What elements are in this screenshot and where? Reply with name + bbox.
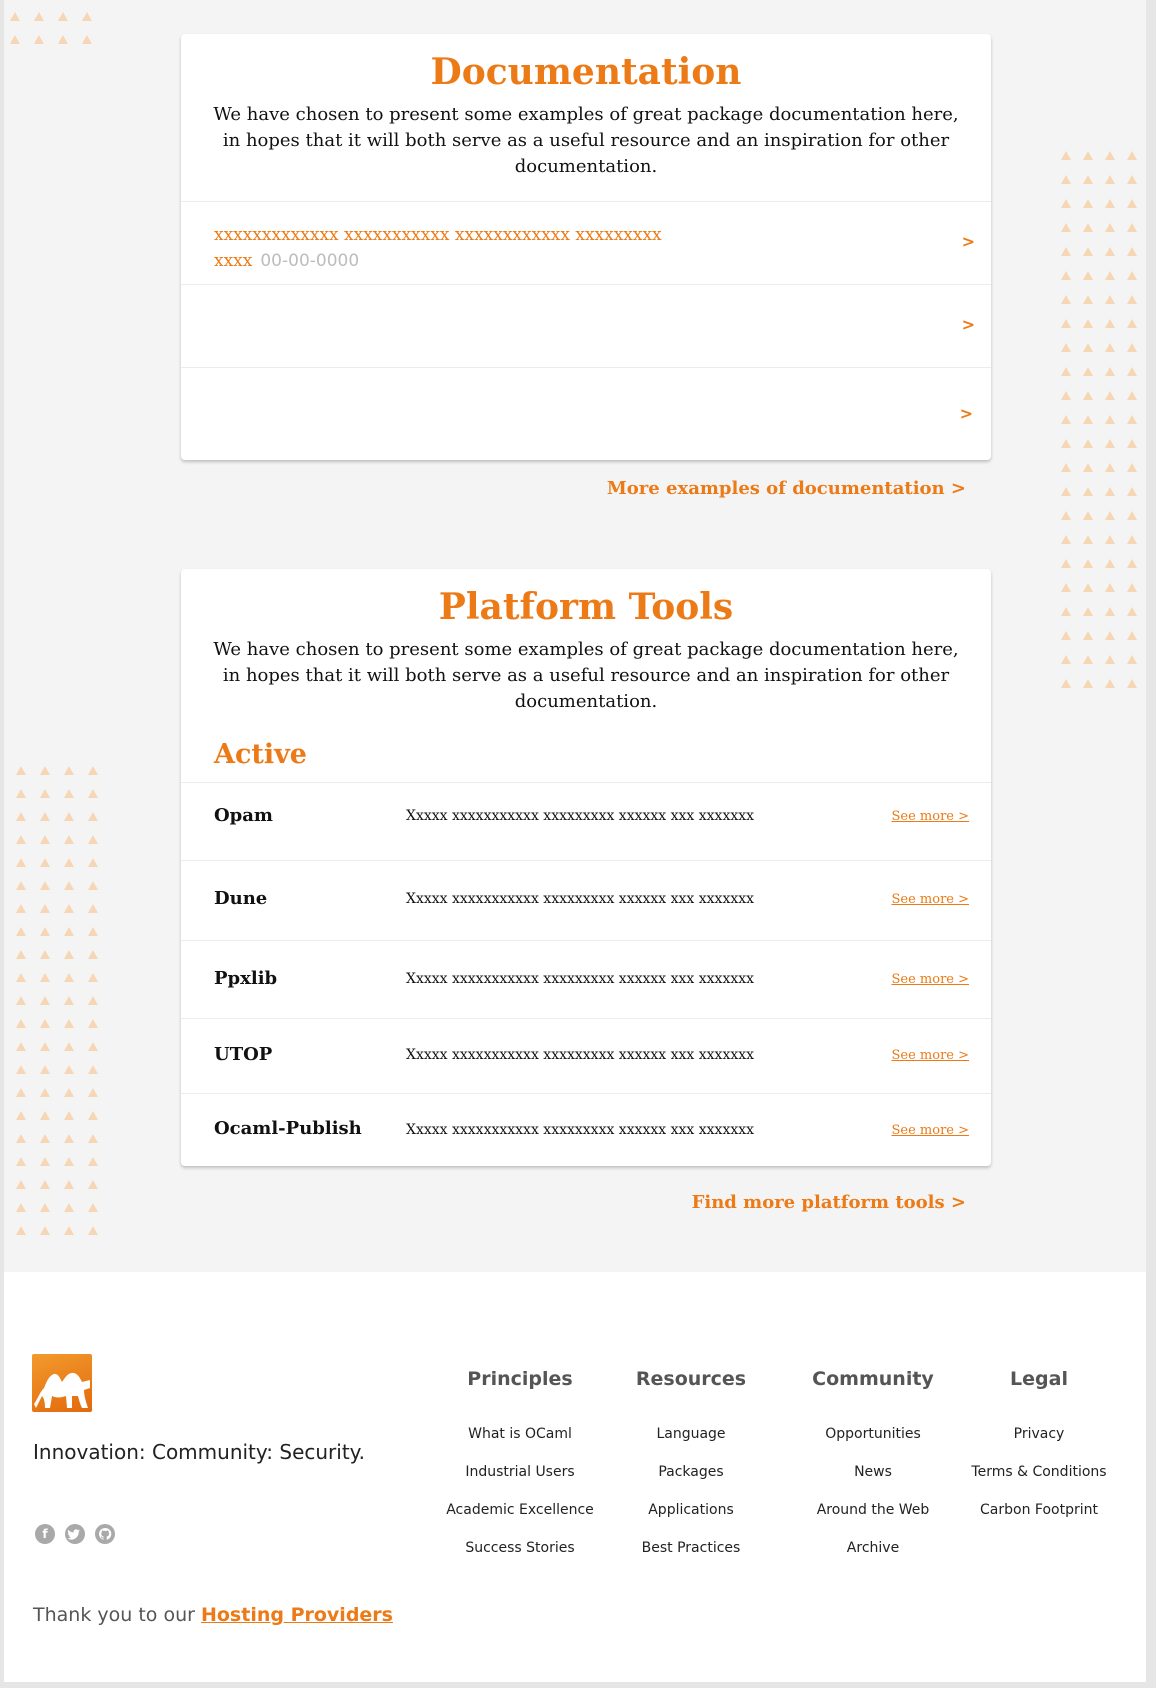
decorative-triangle <box>88 881 98 890</box>
footer-link[interactable]: Opportunities <box>825 1426 921 1442</box>
decorative-triangle <box>40 927 50 936</box>
decorative-triangle <box>1127 487 1137 496</box>
decorative-triangle <box>88 996 98 1005</box>
decorative-triangle <box>64 1226 74 1235</box>
decorative-triangle <box>16 1019 26 1028</box>
tool-description: Xxxxx xxxxxxxxxxx xxxxxxxxx xxxxxx xxx xxxxxxx <box>406 971 755 987</box>
decorative-triangle <box>1105 391 1115 400</box>
decorative-triangle <box>16 858 26 867</box>
decorative-triangle <box>1105 367 1115 376</box>
decorative-triangle <box>1127 463 1137 472</box>
decorative-triangle <box>1061 199 1071 208</box>
decorative-triangle <box>64 1088 74 1097</box>
decorative-triangle <box>1061 631 1071 640</box>
decorative-triangle <box>1127 559 1137 568</box>
decorative-triangle <box>1083 439 1093 448</box>
decorative-triangle <box>88 1203 98 1212</box>
github-icon[interactable] <box>95 1524 115 1544</box>
decorative-triangle <box>88 1157 98 1166</box>
decorative-triangle <box>16 1180 26 1189</box>
see-more-link[interactable]: See more > <box>891 892 969 907</box>
footer-column-principles <box>430 1368 610 1576</box>
decorative-triangle <box>1061 559 1071 568</box>
decorative-triangle <box>1061 223 1071 232</box>
decorative-triangle <box>1105 319 1115 328</box>
camel-icon <box>32 1354 92 1412</box>
footer <box>4 1272 1146 1682</box>
decorative-triangle <box>34 12 44 21</box>
documentation-item-date: 00-00-0000 <box>260 251 360 271</box>
decorative-triangle <box>16 766 26 775</box>
platform-tools-description: We have chosen to present some examples of great package documentation here, in hopes that it will both serve as a useful resource and an inspiration for other documentation. <box>213 639 959 712</box>
tool-name: Ppxlib <box>214 968 278 989</box>
footer-tagline: Innovation: Community: Security. <box>33 1440 366 1464</box>
decorative-triangle <box>1105 487 1115 496</box>
decorative-triangle <box>1127 679 1137 688</box>
decorative-triangle <box>1061 391 1071 400</box>
footer-link[interactable]: Best Practices <box>641 1540 741 1556</box>
documentation-title: Documentation <box>430 51 742 93</box>
more-documentation-link[interactable]: More examples of documentation > <box>606 478 966 499</box>
footer-column-legal <box>959 1368 1119 1538</box>
tool-row <box>181 940 991 1019</box>
decorative-triangle <box>1105 439 1115 448</box>
footer-column-title: Principles <box>467 1368 573 1390</box>
decorative-triangle <box>64 881 74 890</box>
decorative-triangle <box>88 1134 98 1143</box>
decorative-triangle <box>1105 607 1115 616</box>
decorative-triangle <box>64 973 74 982</box>
decorative-triangle <box>16 812 26 821</box>
decorative-triangle <box>1061 151 1071 160</box>
tool-description: Xxxxx xxxxxxxxxxx xxxxxxxxx xxxxxx xxx xxxxxxx <box>406 808 755 824</box>
more-platform-tools-link[interactable]: Find more platform tools > <box>691 1192 966 1213</box>
decorative-triangle <box>64 950 74 959</box>
see-more-link[interactable]: See more > <box>891 1123 969 1138</box>
platform-tools-card <box>181 569 991 1166</box>
decorative-triangle <box>82 12 92 21</box>
decorative-triangle <box>40 789 50 798</box>
footer-link[interactable]: Applications <box>648 1502 734 1518</box>
decorative-triangle <box>1105 271 1115 280</box>
decorative-triangle <box>1105 295 1115 304</box>
decorative-triangle <box>1127 583 1137 592</box>
decorative-triangle <box>1083 679 1093 688</box>
footer-link[interactable]: News <box>854 1464 892 1480</box>
decorative-triangle <box>1061 247 1071 256</box>
decorative-triangle <box>16 789 26 798</box>
decorative-triangle <box>16 950 26 959</box>
decorative-triangle <box>88 858 98 867</box>
decorative-triangle <box>64 1042 74 1051</box>
decorative-triangle <box>16 881 26 890</box>
decorative-triangle <box>58 12 68 21</box>
decorative-triangles-top-left <box>10 12 106 44</box>
decorative-triangle <box>1083 223 1093 232</box>
decorative-triangle <box>1061 655 1071 664</box>
decorative-triangle <box>1061 367 1071 376</box>
decorative-triangle <box>34 35 44 44</box>
hosting-providers-link[interactable]: Hosting Providers <box>200 1604 393 1626</box>
facebook-icon[interactable]: f <box>35 1524 55 1544</box>
decorative-triangle <box>64 1111 74 1120</box>
documentation-card <box>181 34 991 460</box>
decorative-triangle <box>1083 607 1093 616</box>
decorative-triangle <box>1083 511 1093 520</box>
decorative-triangle <box>64 1157 74 1166</box>
decorative-triangle <box>1061 535 1071 544</box>
see-more-link[interactable]: See more > <box>891 1048 969 1063</box>
documentation-description: We have chosen to present some examples of great package documentation here, in hopes that it will both serve as a useful resource and an inspiration for other documentation. <box>213 104 959 177</box>
hosting-thanks-text: Thank you to our <box>33 1604 195 1626</box>
decorative-triangle <box>1127 199 1137 208</box>
decorative-triangle <box>64 789 74 798</box>
footer-column-resources <box>616 1368 766 1576</box>
decorative-triangle <box>88 904 98 913</box>
decorative-triangle <box>16 1065 26 1074</box>
decorative-triangle <box>1105 151 1115 160</box>
decorative-triangle <box>40 1088 50 1097</box>
decorative-triangle <box>1127 223 1137 232</box>
chevron-right-icon[interactable]: > <box>961 315 975 334</box>
decorative-triangle <box>40 973 50 982</box>
decorative-triangle <box>40 881 50 890</box>
decorative-triangle <box>16 973 26 982</box>
tool-name: UTOP <box>214 1044 273 1065</box>
decorative-triangle <box>16 996 26 1005</box>
decorative-triangle <box>1083 343 1093 352</box>
decorative-triangle <box>88 973 98 982</box>
decorative-triangle <box>1105 199 1115 208</box>
decorative-triangle <box>1105 511 1115 520</box>
decorative-triangle <box>1083 295 1093 304</box>
decorative-triangle <box>1083 247 1093 256</box>
decorative-triangle <box>64 1203 74 1212</box>
decorative-triangle <box>88 1088 98 1097</box>
decorative-triangle <box>88 1065 98 1074</box>
decorative-triangle <box>1061 511 1071 520</box>
decorative-triangles-left <box>16 766 112 1235</box>
footer-column-title: Resources <box>635 1368 747 1390</box>
tool-row <box>181 860 991 941</box>
decorative-triangle <box>1127 343 1137 352</box>
decorative-triangle <box>88 927 98 936</box>
decorative-triangle <box>64 1180 74 1189</box>
decorative-triangle <box>1083 175 1093 184</box>
decorative-triangle <box>1127 175 1137 184</box>
decorative-triangle <box>1061 679 1071 688</box>
hosting-thanks <box>33 1604 393 1626</box>
documentation-item[interactable] <box>181 367 991 460</box>
decorative-triangle <box>88 1019 98 1028</box>
decorative-triangle <box>1127 655 1137 664</box>
tool-row <box>181 1018 991 1094</box>
decorative-triangle <box>1083 319 1093 328</box>
decorative-triangle <box>1105 247 1115 256</box>
decorative-triangle <box>16 1226 26 1235</box>
decorative-triangle <box>1061 343 1071 352</box>
decorative-triangle <box>88 789 98 798</box>
decorative-triangle <box>1061 439 1071 448</box>
decorative-triangle <box>40 1111 50 1120</box>
footer-column-title: Community <box>812 1368 934 1390</box>
footer-column-community <box>788 1368 958 1576</box>
decorative-triangle <box>40 1019 50 1028</box>
decorative-triangle <box>1083 463 1093 472</box>
page <box>4 0 1146 1682</box>
see-more-link[interactable]: See more > <box>891 809 969 824</box>
decorative-triangle <box>16 1134 26 1143</box>
platform-tools-title: Platform Tools <box>438 586 734 628</box>
decorative-triangle <box>1083 151 1093 160</box>
decorative-triangle <box>1127 511 1137 520</box>
decorative-triangle <box>58 35 68 44</box>
decorative-triangle <box>40 1134 50 1143</box>
decorative-triangle <box>1083 391 1093 400</box>
decorative-triangle <box>64 812 74 821</box>
decorative-triangle <box>1083 367 1093 376</box>
tool-name: Dune <box>214 888 268 909</box>
decorative-triangle <box>88 766 98 775</box>
decorative-triangle <box>16 1157 26 1166</box>
decorative-triangle <box>1105 415 1115 424</box>
decorative-triangle <box>88 950 98 959</box>
tool-row <box>181 1093 991 1167</box>
footer-link[interactable]: Success Stories <box>465 1540 575 1556</box>
decorative-triangle <box>16 904 26 913</box>
decorative-triangle <box>1083 655 1093 664</box>
decorative-triangle <box>88 835 98 844</box>
decorative-triangle <box>64 1134 74 1143</box>
decorative-triangle <box>1061 415 1071 424</box>
documentation-item[interactable] <box>181 201 991 284</box>
decorative-triangle <box>1105 631 1115 640</box>
decorative-triangle <box>40 835 50 844</box>
chevron-right-icon[interactable]: > <box>959 404 973 423</box>
decorative-triangle <box>1127 247 1137 256</box>
twitter-icon[interactable] <box>65 1524 85 1544</box>
decorative-triangle <box>1083 271 1093 280</box>
tool-description: Xxxxx xxxxxxxxxxx xxxxxxxxx xxxxxx xxx xxxxxxx <box>406 891 755 907</box>
footer-link[interactable]: Privacy <box>1013 1426 1065 1442</box>
decorative-triangle <box>1127 271 1137 280</box>
decorative-triangle <box>16 835 26 844</box>
decorative-triangle <box>40 812 50 821</box>
documentation-item-title[interactable]: xxxxxxxxxxxxx xxxxxxxxxxx xxxxxxxxxxxx xxxxxxxxx xxxx <box>214 225 662 271</box>
footer-link[interactable]: Academic Excellence <box>446 1502 594 1518</box>
decorative-triangle <box>1127 367 1137 376</box>
footer-link[interactable]: Language <box>656 1426 726 1442</box>
decorative-triangle <box>1105 559 1115 568</box>
decorative-triangle <box>1105 535 1115 544</box>
decorative-triangle <box>64 1065 74 1074</box>
decorative-triangle <box>16 1088 26 1097</box>
decorative-triangle <box>1105 463 1115 472</box>
documentation-item[interactable] <box>181 284 991 367</box>
decorative-triangle <box>1083 583 1093 592</box>
footer-link[interactable]: What is OCaml <box>468 1426 572 1442</box>
decorative-triangle <box>64 996 74 1005</box>
decorative-triangle <box>88 1226 98 1235</box>
documentation-item-link[interactable] <box>214 222 674 274</box>
decorative-triangle <box>64 858 74 867</box>
tool-name: Ocaml-Publish <box>214 1118 362 1139</box>
decorative-triangle <box>40 1203 50 1212</box>
decorative-triangle <box>16 1042 26 1051</box>
tool-row <box>181 782 991 859</box>
decorative-triangle <box>40 996 50 1005</box>
decorative-triangle <box>1105 655 1115 664</box>
decorative-triangle <box>40 1180 50 1189</box>
decorative-triangle <box>64 766 74 775</box>
decorative-triangle <box>1127 391 1137 400</box>
decorative-triangle <box>1061 607 1071 616</box>
decorative-triangle <box>88 812 98 821</box>
decorative-triangle <box>1083 631 1093 640</box>
decorative-triangle <box>1105 223 1115 232</box>
decorative-triangle <box>16 1203 26 1212</box>
footer-link[interactable]: Carbon Footprint <box>980 1502 1098 1518</box>
footer-link[interactable]: Industrial Users <box>465 1464 575 1480</box>
footer-column-title: Legal <box>1010 1368 1068 1390</box>
decorative-triangles-right <box>1061 151 1149 688</box>
decorative-triangle <box>1083 559 1093 568</box>
decorative-triangle <box>40 1226 50 1235</box>
decorative-triangle <box>16 927 26 936</box>
decorative-triangle <box>1061 271 1071 280</box>
decorative-triangle <box>16 1111 26 1120</box>
decorative-triangle <box>1105 583 1115 592</box>
decorative-triangle <box>40 950 50 959</box>
decorative-triangle <box>1105 175 1115 184</box>
decorative-triangle <box>1127 439 1137 448</box>
tool-name: Opam <box>214 805 273 826</box>
decorative-triangle <box>1105 343 1115 352</box>
decorative-triangle <box>64 835 74 844</box>
decorative-triangle <box>1061 583 1071 592</box>
decorative-triangle <box>10 35 20 44</box>
see-more-link[interactable]: See more > <box>891 972 969 987</box>
decorative-triangle <box>1105 679 1115 688</box>
decorative-triangle <box>1127 607 1137 616</box>
decorative-triangle <box>40 1157 50 1166</box>
decorative-triangle <box>1127 535 1137 544</box>
footer-link[interactable]: Around the Web <box>816 1502 930 1518</box>
tool-description: Xxxxx xxxxxxxxxxx xxxxxxxxx xxxxxx xxx xxxxxxx <box>406 1122 755 1138</box>
footer-link[interactable]: Archive <box>846 1540 900 1556</box>
decorative-triangle <box>1127 151 1137 160</box>
footer-link[interactable]: Terms & Conditions <box>971 1464 1107 1480</box>
decorative-triangle <box>1061 487 1071 496</box>
decorative-triangle <box>40 858 50 867</box>
decorative-triangle <box>82 35 92 44</box>
decorative-triangle <box>1083 415 1093 424</box>
decorative-triangle <box>1061 295 1071 304</box>
decorative-triangle <box>10 12 20 21</box>
decorative-triangle <box>40 1065 50 1074</box>
decorative-triangle <box>88 1111 98 1120</box>
active-subtitle: Active <box>214 739 307 770</box>
ocaml-camel-logo[interactable] <box>32 1354 92 1412</box>
decorative-triangle <box>64 927 74 936</box>
decorative-triangle <box>40 766 50 775</box>
decorative-triangle <box>1127 631 1137 640</box>
chevron-right-icon[interactable]: > <box>961 232 975 251</box>
decorative-triangle <box>40 1042 50 1051</box>
footer-link[interactable]: Packages <box>658 1464 724 1480</box>
decorative-triangle <box>1083 199 1093 208</box>
decorative-triangle <box>64 1019 74 1028</box>
decorative-triangle <box>1127 319 1137 328</box>
decorative-triangle <box>1061 463 1071 472</box>
decorative-triangle <box>1083 487 1093 496</box>
decorative-triangle <box>1083 535 1093 544</box>
decorative-triangle <box>40 904 50 913</box>
decorative-triangle <box>1127 415 1137 424</box>
decorative-triangle <box>88 1042 98 1051</box>
decorative-triangle <box>1127 295 1137 304</box>
decorative-triangle <box>1061 319 1071 328</box>
decorative-triangle <box>88 1180 98 1189</box>
decorative-triangle <box>64 904 74 913</box>
tool-description: Xxxxx xxxxxxxxxxx xxxxxxxxx xxxxxx xxx xxxxxxx <box>406 1047 755 1063</box>
decorative-triangle <box>1061 175 1071 184</box>
